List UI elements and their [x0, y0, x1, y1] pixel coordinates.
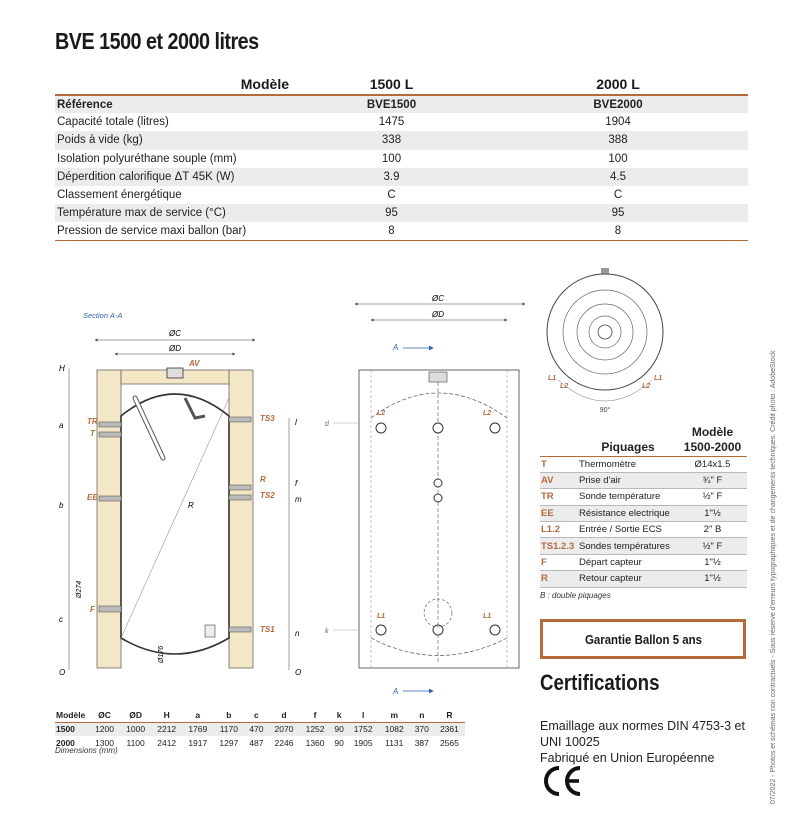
- piquage-row: [540, 554, 747, 570]
- dim-cell: 2212: [151, 722, 182, 736]
- insulation-right: [229, 370, 253, 668]
- dim-f-label: f: [295, 479, 298, 488]
- dim-cell: 1170: [213, 722, 244, 736]
- front-dim-od: ØD: [432, 310, 444, 319]
- dim-header: k: [331, 708, 348, 722]
- spec-row: [55, 222, 748, 240]
- spec-row-value: BVE2000: [488, 95, 748, 113]
- spec-row-label: Pression de service maxi ballon (bar): [55, 222, 295, 240]
- dim-header: c: [244, 708, 268, 722]
- port-f-label: F: [90, 605, 95, 614]
- dim-cell: 2361: [434, 722, 465, 736]
- dim-header: Modèle: [55, 708, 89, 722]
- spec-row-value: 4.5: [488, 168, 748, 186]
- dim-header: a: [182, 708, 213, 722]
- front-l2-right: L2: [483, 410, 492, 417]
- dim-cell: 470: [244, 722, 268, 736]
- spec-row-value: BVE1500: [295, 95, 488, 113]
- top-l2-right: L2: [642, 383, 651, 390]
- piquage-desc: Résistance electrique: [578, 505, 678, 521]
- dim-cell: 2000: [56, 738, 75, 748]
- certifications-title: Certifications: [540, 670, 660, 695]
- piquages-header-label: Piquages: [578, 439, 678, 456]
- spec-row-value: 100: [608, 152, 628, 165]
- dim-a-label: a: [59, 421, 64, 430]
- dim-header: f: [300, 708, 331, 722]
- spec-row: [55, 168, 748, 186]
- dim-header: ØC: [89, 708, 120, 722]
- section-label: Section A-A: [83, 311, 123, 320]
- port-r-label: R: [260, 475, 266, 484]
- dim-cell: 90: [334, 738, 344, 748]
- dim-cell: 1917: [188, 738, 208, 748]
- spec-row-label: Déperdition calorifique ΔT 45K (W): [55, 168, 295, 186]
- dim-cell: 90: [331, 722, 348, 736]
- spec-row-label: Isolation polyuréthane souple (mm): [57, 152, 237, 165]
- spec-row-value: 95: [295, 204, 488, 222]
- front-dim-d: d: [325, 421, 329, 428]
- piquages-header-model: 1500-2000: [678, 439, 747, 456]
- side-disclaimer: 07/2022 - Photos et schémas non contractuels - Sous réserve d'erreurs typographiques et de changements techniques. Crédit photo : AdobeStock: [770, 350, 777, 804]
- port-t-label: T: [90, 429, 95, 438]
- front-l1-right: L1: [483, 613, 492, 620]
- piquage-desc: Sonde température: [578, 489, 678, 505]
- dim-cell: 487: [249, 738, 264, 748]
- front-l1-left: L1: [377, 613, 386, 620]
- dim-header: b: [213, 708, 244, 722]
- dim-cell: 2412: [157, 738, 177, 748]
- dim-c-label: c: [59, 615, 63, 624]
- dim-cell: 1905: [353, 738, 373, 748]
- tank-drawings-svg: [55, 268, 525, 708]
- spec-table-header: [55, 76, 748, 95]
- guarantee-box: [540, 619, 746, 659]
- dimensions-row: [55, 722, 465, 736]
- piquage-code: TS1.2.3: [540, 538, 578, 554]
- dim-cell: 2565: [439, 738, 459, 748]
- dim-cell: 1297: [219, 738, 239, 748]
- spec-row-value: 1475: [378, 116, 405, 129]
- piquages-header: [540, 439, 747, 456]
- dim-o-label: O: [59, 668, 66, 677]
- dim-oc-label: ØC: [169, 329, 181, 338]
- dim-b-label: b: [59, 501, 64, 510]
- spec-row-value: 3.9: [295, 168, 488, 186]
- front-arrow-a-bottom: A: [393, 687, 399, 696]
- piquages-note: B : double piquages: [540, 591, 611, 600]
- spec-row: [55, 186, 748, 204]
- spec-row-label: Référence: [55, 95, 295, 113]
- piquage-row: [540, 489, 747, 505]
- dim-l-label: l: [295, 418, 297, 427]
- dimensions-note: Dimensions (mm): [55, 746, 118, 755]
- spec-row-value: 1904: [605, 116, 631, 129]
- dim-header: n: [410, 708, 434, 722]
- spec-row-label: Température max de service (°C): [55, 204, 295, 222]
- port-ts1-label: TS1: [260, 625, 275, 634]
- front-dim-oc: ØC: [432, 294, 444, 303]
- port-av-label: AV: [189, 359, 200, 368]
- top-angle-label: 90°: [599, 407, 611, 414]
- dim-header: m: [379, 708, 410, 722]
- page-title: BVE 1500 et 2000 litres: [55, 28, 259, 54]
- piquage-value: Ø14x1.5: [678, 456, 747, 472]
- top-l2-left: L2: [560, 383, 569, 390]
- piquage-value: ¾" F: [678, 472, 747, 488]
- spec-row: [55, 204, 748, 222]
- dim-header: d: [268, 708, 299, 722]
- piquage-desc: Entrée / Sortie ECS: [578, 522, 678, 538]
- ce-mark-icon: [540, 764, 584, 798]
- spec-row-label: Capacité totale (litres): [57, 116, 169, 129]
- dim-cell: 2246: [274, 738, 294, 748]
- dim-cell: 1200: [89, 722, 120, 736]
- dimensions-table: [55, 708, 465, 750]
- piquage-desc: Sondes températures: [578, 538, 678, 554]
- spec-row-label: Classement énergétique: [57, 189, 182, 202]
- dim-cell: 1769: [182, 722, 213, 736]
- dim-cell: 370: [410, 722, 434, 736]
- spec-header-2000: 2000 L: [488, 76, 748, 95]
- dim-cell: 1082: [379, 722, 410, 736]
- certifications-text: [540, 718, 750, 766]
- dim-header: ØD: [120, 708, 151, 722]
- dim-o176-label: Ø176: [158, 645, 165, 663]
- top-view-diagram: [540, 262, 670, 422]
- dim-cell: 1360: [305, 738, 325, 748]
- dim-m-label: m: [295, 495, 302, 504]
- piquage-value: ½" F: [678, 489, 747, 505]
- spec-row-value: 8: [295, 222, 488, 240]
- insulation-left: [97, 370, 121, 668]
- dim-header: H: [151, 708, 182, 722]
- dim-cell: 1500: [55, 722, 89, 736]
- piquage-value: ½" F: [678, 538, 747, 554]
- spec-row-value: C: [387, 189, 396, 202]
- spec-row: [55, 131, 748, 149]
- piquage-value: 1"½: [678, 554, 747, 570]
- cert-line-din: Emaillage aux normes DIN 4753-3 et UNI 10025: [540, 719, 745, 749]
- dim-cell: 1300: [95, 738, 114, 748]
- dim-o-right-label: O: [295, 668, 302, 677]
- dim-cell: 1752: [348, 722, 379, 736]
- top-l1-right: L1: [654, 375, 663, 382]
- piquage-row: [540, 456, 747, 472]
- tank-body: [121, 394, 229, 654]
- dim-header: R: [434, 708, 465, 722]
- piquage-code: AV: [540, 472, 578, 488]
- spec-row-value: 338: [295, 131, 488, 149]
- port-tr-label: TR: [87, 417, 98, 426]
- piquage-row: [540, 522, 747, 538]
- spec-row-value: 8: [488, 222, 748, 240]
- port-ee-label: EE: [87, 493, 98, 502]
- dim-o274-label: Ø274: [76, 580, 83, 598]
- front-arrow-a-top: A: [393, 343, 399, 352]
- dim-od-label: ØD: [169, 344, 181, 353]
- spec-row-value: 100: [381, 152, 402, 165]
- piquage-value: 2" B: [678, 522, 747, 538]
- piquage-code: F: [540, 554, 578, 570]
- front-dim-k: k: [325, 628, 329, 635]
- piquage-code: EE: [540, 505, 578, 521]
- piquage-desc: Thermomètre: [578, 456, 678, 472]
- guarantee-label: Garantie Ballon 5 ans: [584, 631, 702, 647]
- cert-line-eu: Fabriqué en Union Européenne: [540, 751, 715, 765]
- piquage-desc: Départ capteur: [578, 554, 678, 570]
- spec-header-label: Modèle: [55, 76, 295, 95]
- technical-diagram: [55, 268, 525, 708]
- piquage-desc: Retour capteur: [578, 571, 678, 587]
- spec-row: [55, 113, 748, 131]
- piquage-desc: Prise d'air: [578, 472, 678, 488]
- spec-row-value: 388: [488, 131, 748, 149]
- piquage-row: [540, 538, 747, 554]
- piquage-value: 1"½: [678, 505, 747, 521]
- piquage-code: L1.2: [540, 522, 578, 538]
- dim-h-label: H: [59, 364, 65, 373]
- dimensions-header: [55, 708, 465, 722]
- spec-row-value: 95: [488, 204, 748, 222]
- spec-row: [55, 150, 748, 168]
- piquage-code: R: [540, 571, 578, 587]
- piquages-table: [540, 425, 747, 588]
- port-ts2-label: TS2: [260, 491, 275, 500]
- radius-label: R: [188, 501, 194, 510]
- front-l2-left: L2: [377, 410, 386, 417]
- spec-table: [55, 76, 748, 241]
- top-l1-left: L1: [548, 375, 557, 382]
- dim-cell: 1252: [300, 722, 331, 736]
- piquage-code: TR: [540, 489, 578, 505]
- piquage-row: [540, 505, 747, 521]
- spec-row: [55, 95, 748, 113]
- dim-cell: 387: [414, 738, 429, 748]
- dim-cell: 1131: [385, 738, 404, 748]
- spec-row-value: C: [613, 189, 623, 202]
- port-ts3-label: TS3: [260, 414, 275, 423]
- dim-cell: 2070: [268, 722, 299, 736]
- piquage-row: [540, 571, 747, 587]
- dim-header: l: [348, 708, 379, 722]
- spec-header-1500: 1500 L: [295, 76, 488, 95]
- piquage-code: T: [540, 456, 578, 472]
- piquage-row: [540, 472, 747, 488]
- dim-cell: 1000: [120, 722, 151, 736]
- dim-n-label: n: [295, 629, 300, 638]
- piquages-header-modele: Modèle: [691, 425, 734, 439]
- dim-cell: 1100: [126, 738, 145, 748]
- spec-row-label: Poids à vide (kg): [55, 131, 295, 149]
- piquages-header-top: [540, 425, 747, 439]
- piquage-value: 1"½: [678, 571, 747, 587]
